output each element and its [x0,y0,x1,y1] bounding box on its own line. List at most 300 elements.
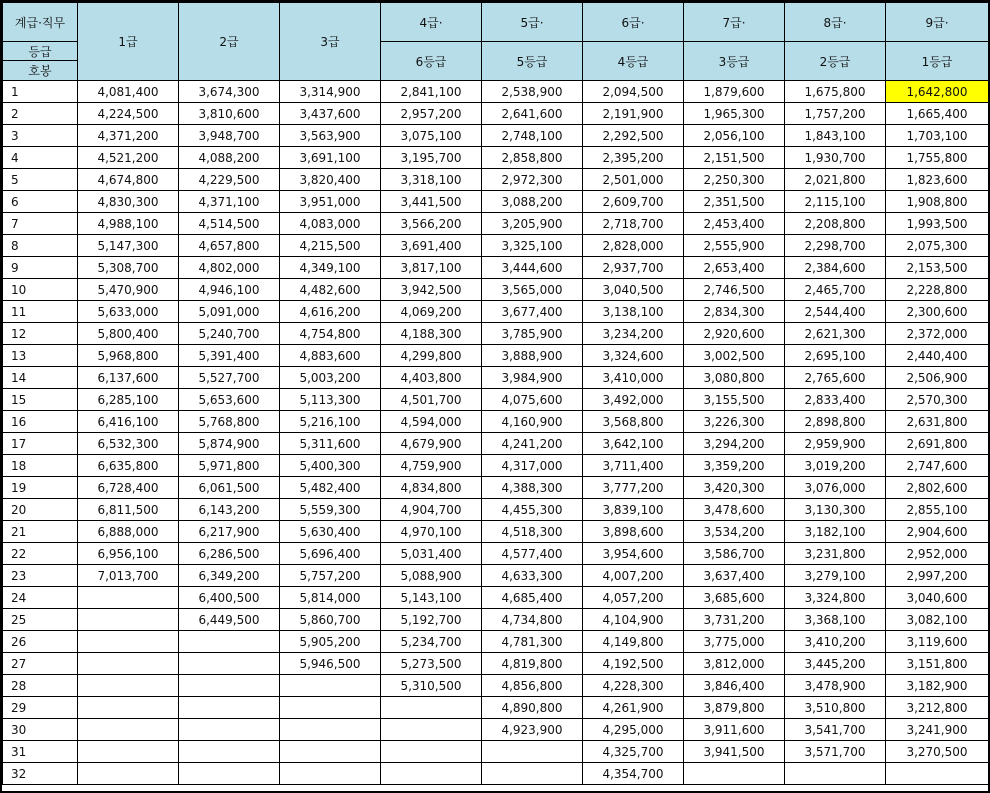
salary-cell: 2,440,400 [886,345,989,367]
salary-cell: 2,501,000 [583,169,684,191]
salary-cell [886,763,989,785]
salary-cell: 5,391,400 [179,345,280,367]
salary-cell: 3,314,900 [280,81,381,103]
salary-cell: 2,094,500 [583,81,684,103]
salary-cell: 3,642,100 [583,433,684,455]
salary-cell: 5,768,800 [179,411,280,433]
step-cell: 20 [3,499,78,521]
salary-cell: 1,930,700 [785,147,886,169]
header-rank-4: 4등급 [583,42,684,81]
salary-cell [78,719,179,741]
salary-cell: 2,021,800 [785,169,886,191]
salary-cell: 4,781,300 [482,631,583,653]
salary-cell: 3,566,200 [381,213,482,235]
salary-cell: 3,942,500 [381,279,482,301]
salary-cell: 4,594,000 [381,411,482,433]
table-row [3,719,989,741]
salary-cell: 3,563,900 [280,125,381,147]
salary-cell: 3,691,100 [280,147,381,169]
salary-cell: 3,241,900 [886,719,989,741]
salary-cell: 4,856,800 [482,675,583,697]
step-cell: 18 [3,455,78,477]
table-header [3,3,989,81]
step-cell: 21 [3,521,78,543]
salary-cell: 5,905,200 [280,631,381,653]
salary-cell: 4,883,600 [280,345,381,367]
salary-cell: 1,823,600 [886,169,989,191]
step-cell: 6 [3,191,78,213]
salary-cell: 4,970,100 [381,521,482,543]
salary-cell [280,741,381,763]
salary-cell: 5,874,900 [179,433,280,455]
salary-cell: 4,104,900 [583,609,684,631]
salary-cell: 4,403,800 [381,367,482,389]
salary-cell: 4,657,800 [179,235,280,257]
step-cell: 5 [3,169,78,191]
salary-cell: 4,988,100 [78,213,179,235]
salary-cell [179,741,280,763]
salary-cell [684,763,785,785]
salary-cell [280,675,381,697]
salary-cell: 3,478,600 [684,499,785,521]
step-cell: 24 [3,587,78,609]
table-row [3,763,989,785]
salary-cell [179,653,280,675]
header-grade-8: 8급· [785,3,886,42]
salary-cell: 1,908,800 [886,191,989,213]
salary-cell: 3,810,600 [179,103,280,125]
salary-cell: 5,113,300 [280,389,381,411]
salary-cell: 4,754,800 [280,323,381,345]
salary-cell: 3,954,600 [583,543,684,565]
salary-cell: 4,685,400 [482,587,583,609]
salary-cell [381,741,482,763]
salary-cell: 4,633,300 [482,565,583,587]
header-grade-5: 5급· [482,3,583,42]
step-cell: 30 [3,719,78,741]
salary-cell: 4,518,300 [482,521,583,543]
salary-cell: 3,195,700 [381,147,482,169]
salary-cell: 3,674,300 [179,81,280,103]
table-row [3,631,989,653]
salary-cell: 7,013,700 [78,565,179,587]
header-rank-6: 6등급 [381,42,482,81]
table-row [3,565,989,587]
salary-cell: 2,631,800 [886,411,989,433]
step-cell: 19 [3,477,78,499]
salary-cell: 2,228,800 [886,279,989,301]
salary-cell: 3,359,200 [684,455,785,477]
salary-cell: 3,420,300 [684,477,785,499]
salary-cell: 3,541,700 [785,719,886,741]
salary-cell: 4,215,500 [280,235,381,257]
salary-cell: 3,565,000 [482,279,583,301]
salary-cell: 3,441,500 [381,191,482,213]
salary-cell: 5,814,000 [280,587,381,609]
salary-cell: 3,155,500 [684,389,785,411]
salary-cell: 2,802,600 [886,477,989,499]
salary-cell: 3,445,200 [785,653,886,675]
salary-cell: 3,888,900 [482,345,583,367]
salary-cell: 5,400,300 [280,455,381,477]
salary-cell: 2,957,200 [381,103,482,125]
salary-cell: 4,734,800 [482,609,583,631]
salary-cell: 6,532,300 [78,433,179,455]
salary-cell: 5,653,600 [179,389,280,411]
salary-cell: 3,119,600 [886,631,989,653]
salary-cell: 5,527,700 [179,367,280,389]
salary-cell: 3,324,800 [785,587,886,609]
table-row [3,543,989,565]
header-grade-4: 4급· [381,3,482,42]
table-row [3,103,989,125]
header-grade-2: 2급 [179,3,280,81]
step-cell: 25 [3,609,78,631]
salary-cell [78,763,179,785]
salary-cell [482,741,583,763]
salary-cell: 3,182,900 [886,675,989,697]
table-row [3,235,989,257]
header-grade-3: 3급 [280,3,381,81]
salary-cell [78,631,179,653]
salary-cell: 2,056,100 [684,125,785,147]
salary-cell: 5,757,200 [280,565,381,587]
salary-cell: 2,828,000 [583,235,684,257]
salary-cell: 4,904,700 [381,499,482,521]
salary-cell: 2,972,300 [482,169,583,191]
salary-cell: 3,568,800 [583,411,684,433]
salary-cell: 2,300,600 [886,301,989,323]
table-row [3,653,989,675]
salary-cell: 5,311,600 [280,433,381,455]
salary-cell: 2,570,300 [886,389,989,411]
table-row [3,741,989,763]
salary-cell [280,719,381,741]
salary-cell: 3,368,100 [785,609,886,631]
salary-cell: 4,299,800 [381,345,482,367]
table-row [3,147,989,169]
table-row [3,213,989,235]
salary-cell: 5,308,700 [78,257,179,279]
salary-cell: 1,642,800 [886,81,989,103]
salary-cell: 3,205,900 [482,213,583,235]
salary-cell: 3,076,000 [785,477,886,499]
salary-cell [78,741,179,763]
salary-cell: 3,075,100 [381,125,482,147]
salary-cell: 2,834,300 [684,301,785,323]
step-cell: 8 [3,235,78,257]
salary-cell [381,763,482,785]
salary-cell: 5,273,500 [381,653,482,675]
salary-cell: 3,534,200 [684,521,785,543]
table-row [3,257,989,279]
salary-cell: 5,633,000 [78,301,179,323]
step-cell: 29 [3,697,78,719]
salary-cell: 6,956,100 [78,543,179,565]
salary-cell: 4,188,300 [381,323,482,345]
salary-cell: 2,621,300 [785,323,886,345]
table-row [3,323,989,345]
table-row [3,345,989,367]
salary-cell: 3,951,000 [280,191,381,213]
salary-cell: 4,371,200 [78,125,179,147]
step-cell: 4 [3,147,78,169]
salary-cell: 6,888,000 [78,521,179,543]
salary-cell: 5,310,500 [381,675,482,697]
step-cell: 7 [3,213,78,235]
salary-cell: 4,759,900 [381,455,482,477]
salary-cell: 3,270,500 [886,741,989,763]
salary-cell: 3,711,400 [583,455,684,477]
salary-cell: 5,630,400 [280,521,381,543]
salary-cell: 2,298,700 [785,235,886,257]
salary-cell: 2,833,400 [785,389,886,411]
table-row [3,477,989,499]
table-row [3,587,989,609]
salary-cell: 2,151,500 [684,147,785,169]
salary-cell: 4,149,800 [583,631,684,653]
table-row [3,675,989,697]
salary-cell: 3,138,100 [583,301,684,323]
salary-cell: 3,151,800 [886,653,989,675]
salary-cell [179,631,280,653]
salary-cell: 3,294,200 [684,433,785,455]
table-row [3,697,989,719]
salary-cell: 4,349,100 [280,257,381,279]
table-row [3,389,989,411]
salary-cell: 1,757,200 [785,103,886,125]
salary-cell: 6,811,500 [78,499,179,521]
salary-cell: 2,691,800 [886,433,989,455]
salary-cell: 3,898,600 [583,521,684,543]
salary-cell: 3,088,200 [482,191,583,213]
salary-cell [785,763,886,785]
salary-cell: 5,968,800 [78,345,179,367]
salary-cell: 3,410,200 [785,631,886,653]
salary-cell: 2,384,600 [785,257,886,279]
salary-cell: 3,318,100 [381,169,482,191]
salary-cell [179,719,280,741]
salary-cell: 5,482,400 [280,477,381,499]
salary-cell: 2,937,700 [583,257,684,279]
salary-cell: 5,240,700 [179,323,280,345]
salary-cell: 4,834,800 [381,477,482,499]
salary-cell: 4,802,000 [179,257,280,279]
salary-cell: 5,143,100 [381,587,482,609]
salary-cell: 2,952,000 [886,543,989,565]
salary-cell: 3,846,400 [684,675,785,697]
salary-table-frame [2,2,988,791]
salary-cell [381,697,482,719]
salary-cell: 3,324,600 [583,345,684,367]
salary-cell: 1,703,100 [886,125,989,147]
salary-cell: 2,904,600 [886,521,989,543]
salary-cell: 1,665,400 [886,103,989,125]
table-row [3,433,989,455]
header-rank-2: 2등급 [785,42,886,81]
salary-cell: 3,941,500 [684,741,785,763]
table-row [3,301,989,323]
header-rank-5: 5등급 [482,42,583,81]
salary-cell [78,675,179,697]
salary-cell: 5,192,700 [381,609,482,631]
salary-cell: 3,478,900 [785,675,886,697]
step-cell: 15 [3,389,78,411]
salary-cell [179,697,280,719]
salary-cell: 5,003,200 [280,367,381,389]
salary-cell: 2,841,100 [381,81,482,103]
salary-cell: 5,470,900 [78,279,179,301]
salary-cell: 2,765,600 [785,367,886,389]
salary-cell: 4,514,500 [179,213,280,235]
salary-cell: 3,879,800 [684,697,785,719]
salary-cell: 3,731,200 [684,609,785,631]
salary-cell: 4,083,000 [280,213,381,235]
salary-cell: 1,675,800 [785,81,886,103]
salary-cell: 5,800,400 [78,323,179,345]
salary-cell: 5,234,700 [381,631,482,653]
table-row [3,521,989,543]
salary-cell: 5,091,000 [179,301,280,323]
salary-cell: 3,685,600 [684,587,785,609]
salary-cell: 3,040,600 [886,587,989,609]
corner-label-rank: 등급 [3,42,77,61]
salary-cell: 4,501,700 [381,389,482,411]
salary-cell: 4,679,900 [381,433,482,455]
salary-cell: 3,437,600 [280,103,381,125]
salary-cell: 4,241,200 [482,433,583,455]
salary-cell: 3,948,700 [179,125,280,147]
table-row [3,279,989,301]
step-cell: 17 [3,433,78,455]
salary-cell: 4,295,000 [583,719,684,741]
salary-cell: 4,371,100 [179,191,280,213]
step-cell: 11 [3,301,78,323]
salary-cell: 4,923,900 [482,719,583,741]
step-cell: 2 [3,103,78,125]
table-row [3,191,989,213]
salary-cell: 2,453,400 [684,213,785,235]
salary-cell: 2,395,200 [583,147,684,169]
salary-cell: 6,286,500 [179,543,280,565]
salary-cell: 5,216,100 [280,411,381,433]
salary-cell: 5,559,300 [280,499,381,521]
salary-cell: 2,555,900 [684,235,785,257]
salary-cell: 4,482,600 [280,279,381,301]
salary-cell: 3,234,200 [583,323,684,345]
table-row [3,609,989,631]
salary-cell: 2,695,100 [785,345,886,367]
header-grade-9: 9급· [886,3,989,42]
salary-cell: 3,984,900 [482,367,583,389]
salary-cell: 4,317,000 [482,455,583,477]
table-body [3,81,989,785]
salary-cell: 3,677,400 [482,301,583,323]
salary-cell: 4,890,800 [482,697,583,719]
header-grade-6: 6급· [583,3,684,42]
salary-cell: 3,839,100 [583,499,684,521]
salary-cell: 6,449,500 [179,609,280,631]
salary-cell: 3,231,800 [785,543,886,565]
salary-cell: 2,997,200 [886,565,989,587]
salary-cell: 2,641,600 [482,103,583,125]
salary-cell: 6,061,500 [179,477,280,499]
salary-cell: 2,292,500 [583,125,684,147]
salary-cell: 1,993,500 [886,213,989,235]
salary-cell: 1,965,300 [684,103,785,125]
salary-cell: 2,959,900 [785,433,886,455]
step-cell: 32 [3,763,78,785]
salary-cell: 2,208,800 [785,213,886,235]
salary-cell: 6,217,900 [179,521,280,543]
salary-cell [179,675,280,697]
salary-cell: 2,653,400 [684,257,785,279]
header-grade-7: 7급· [684,3,785,42]
salary-cell: 4,819,800 [482,653,583,675]
salary-cell: 3,040,500 [583,279,684,301]
header-grade-1: 1급 [78,3,179,81]
table-row [3,367,989,389]
salary-cell: 6,285,100 [78,389,179,411]
salary-cell: 2,609,700 [583,191,684,213]
salary-cell: 3,182,100 [785,521,886,543]
salary-cell: 2,718,700 [583,213,684,235]
salary-cell [381,719,482,741]
step-cell: 23 [3,565,78,587]
step-cell: 31 [3,741,78,763]
salary-cell [482,763,583,785]
salary-cell: 3,812,000 [684,653,785,675]
salary-cell: 3,571,700 [785,741,886,763]
salary-cell: 1,755,800 [886,147,989,169]
salary-cell: 2,858,800 [482,147,583,169]
salary-cell: 3,637,400 [684,565,785,587]
salary-cell: 4,674,800 [78,169,179,191]
salary-cell: 4,830,300 [78,191,179,213]
salary-cell [78,653,179,675]
step-cell: 3 [3,125,78,147]
salary-cell: 4,081,400 [78,81,179,103]
salary-cell: 3,777,200 [583,477,684,499]
salary-cell: 5,031,400 [381,543,482,565]
step-cell: 1 [3,81,78,103]
salary-cell: 2,920,600 [684,323,785,345]
step-cell: 22 [3,543,78,565]
salary-cell: 6,728,400 [78,477,179,499]
salary-cell: 3,019,200 [785,455,886,477]
salary-cell: 4,224,500 [78,103,179,125]
salary-cell: 4,160,900 [482,411,583,433]
salary-cell: 5,696,400 [280,543,381,565]
salary-cell: 6,400,500 [179,587,280,609]
salary-cell: 5,946,500 [280,653,381,675]
salary-cell: 4,455,300 [482,499,583,521]
header-rank-1: 1등급 [886,42,989,81]
salary-cell: 2,250,300 [684,169,785,191]
step-cell: 26 [3,631,78,653]
salary-cell: 3,082,100 [886,609,989,631]
salary-cell: 2,372,000 [886,323,989,345]
step-cell: 10 [3,279,78,301]
table-row [3,125,989,147]
salary-cell: 6,635,800 [78,455,179,477]
salary-cell: 3,817,100 [381,257,482,279]
salary-cell: 4,616,200 [280,301,381,323]
salary-cell: 5,147,300 [78,235,179,257]
salary-cell: 3,911,600 [684,719,785,741]
salary-cell: 4,577,400 [482,543,583,565]
salary-cell: 4,228,300 [583,675,684,697]
